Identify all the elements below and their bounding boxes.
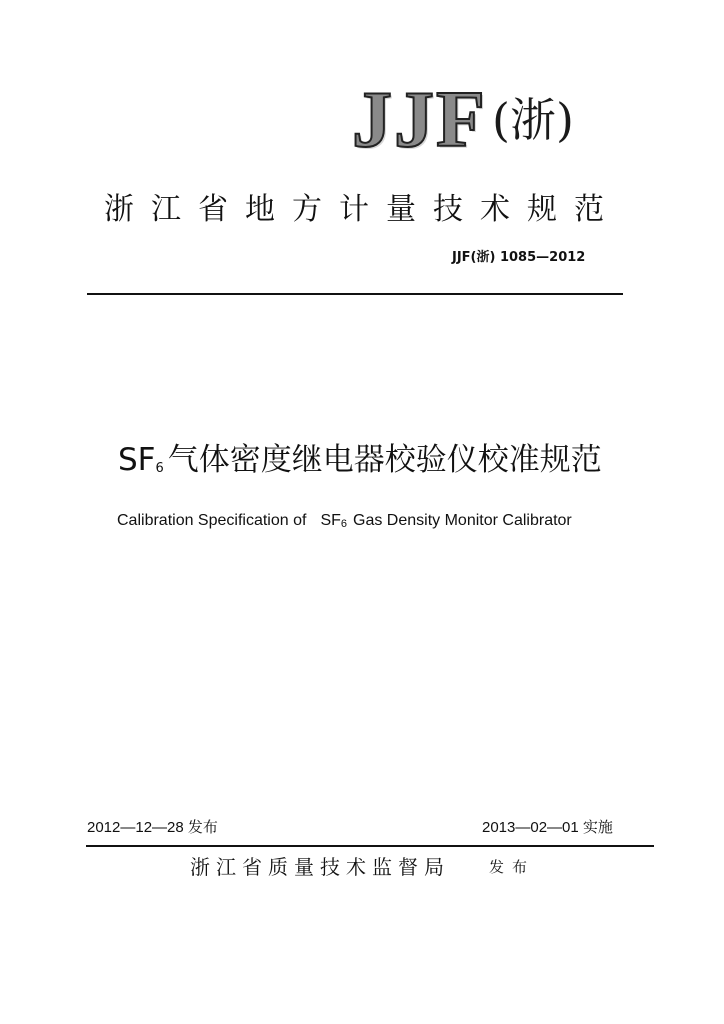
issuing-authority: 浙江省质量技术监督局 bbox=[190, 855, 450, 879]
authority-heading: 浙江省地方计量技术规范 bbox=[104, 192, 621, 227]
title-en-subscript: 6 bbox=[340, 518, 348, 530]
jjf-logo: JJF bbox=[352, 76, 487, 164]
title-en-rest: Gas Density Monitor Calibrator bbox=[353, 512, 572, 529]
title-en-prefix: Calibration Specification of bbox=[117, 512, 307, 529]
document-title-en bbox=[117, 510, 572, 535]
title-zh-rest: 气体密度继电器校验仪校准规范 bbox=[167, 442, 602, 478]
title-en-sf: SF bbox=[320, 512, 341, 529]
title-zh-sf: SF bbox=[118, 442, 156, 478]
issuing-action: 发布 bbox=[489, 858, 536, 876]
jjf-logo-suffix: (浙) bbox=[492, 93, 574, 147]
title-zh-subscript: 6 bbox=[155, 461, 164, 476]
effective-date: 2013—02—01 实施 bbox=[482, 819, 613, 836]
bottom-divider bbox=[86, 845, 654, 847]
standard-code: JJF(浙) 1085—2012 bbox=[452, 250, 586, 265]
issue-date: 2012—12—28 发布 bbox=[87, 819, 218, 836]
document-title-zh bbox=[118, 438, 602, 491]
top-divider bbox=[87, 293, 623, 295]
